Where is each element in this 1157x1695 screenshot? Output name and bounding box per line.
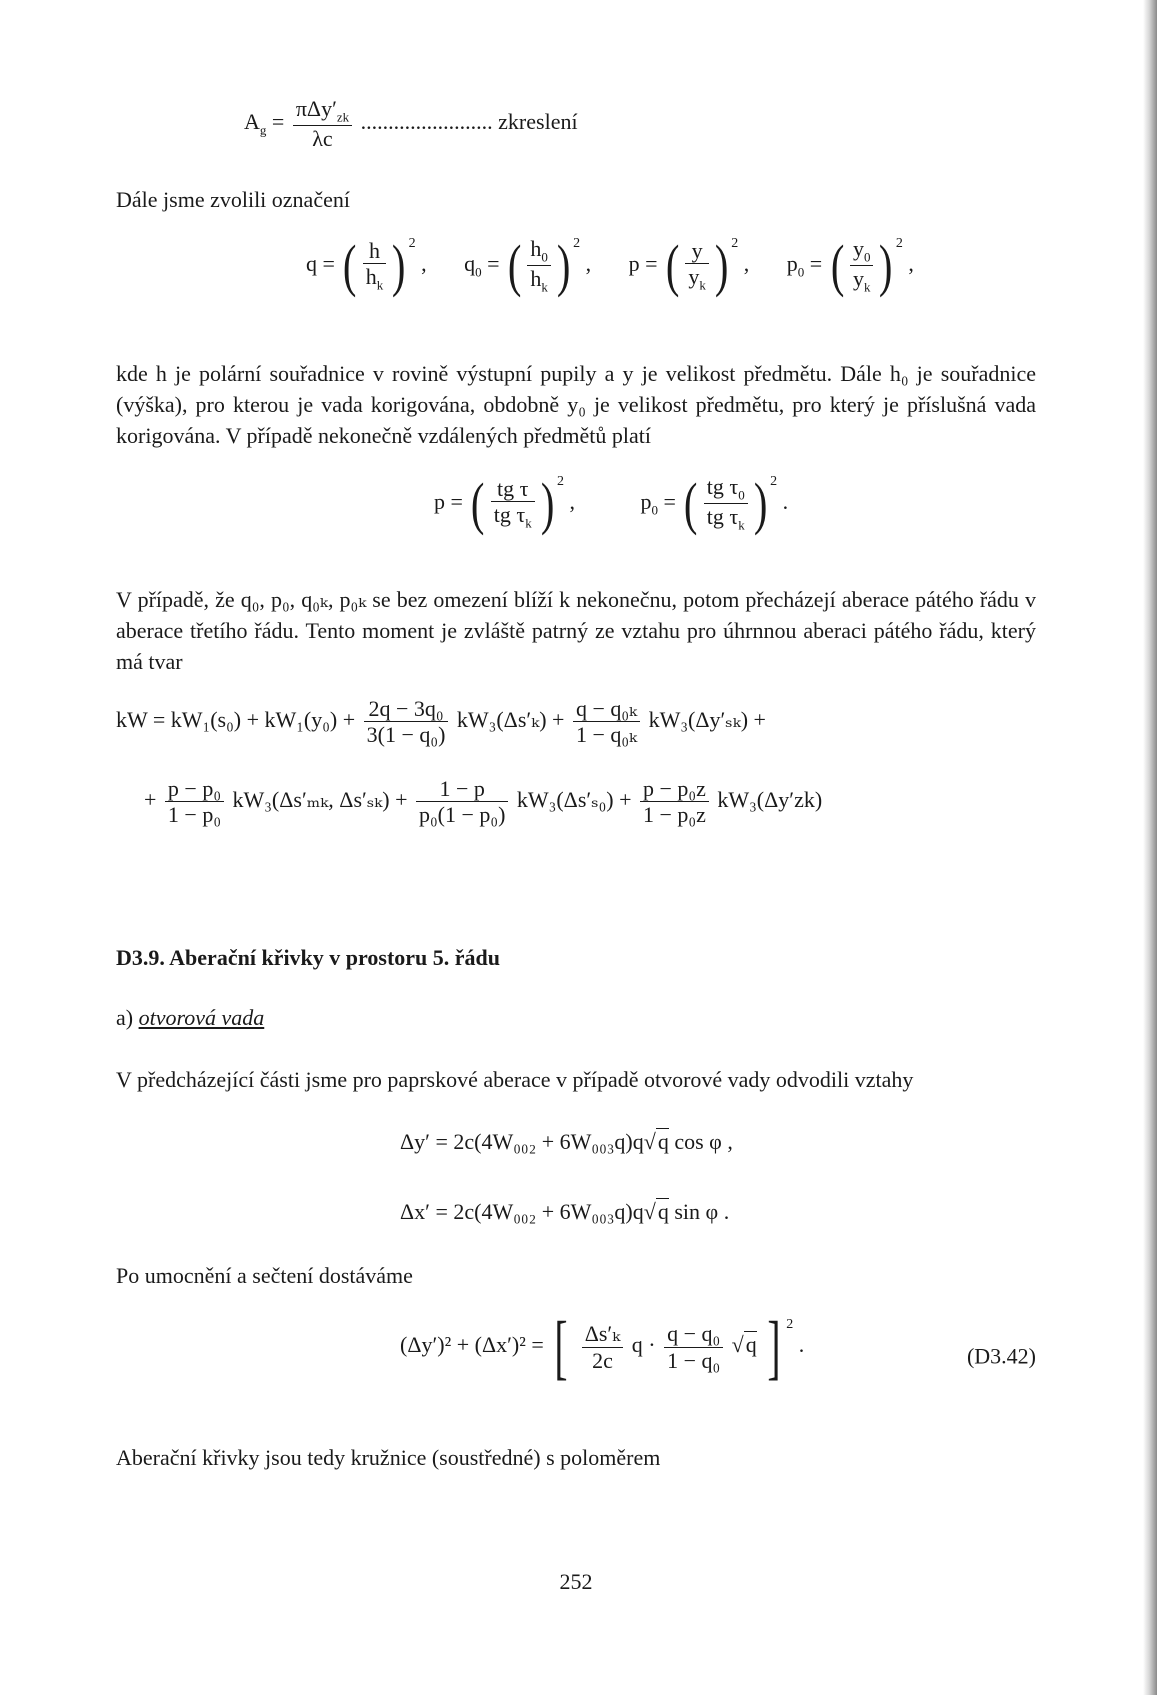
eq-sum-frac1-num: Δs′ₖ [582,1321,624,1347]
equation-distortion: $A_g$ = $\frac{\pi\Delta y'_{zk}}{\lambda c}$ ........................ zkreslení [244,96,578,152]
equation-dx: Δx′ = 2c(4W₀₀₂ + 6W₀₀₃q)q√q sin φ . [400,1199,730,1224]
def-p: p = ( $\frac{y}{y_k}$ ) $^2$ , [628,232,750,298]
kw-frac-5 [640,776,709,828]
kw-line-1 [116,696,1036,776]
eq-sum-frac-1 [582,1321,624,1373]
subsection-prefix: a) [116,1005,134,1030]
def-q-num: h [363,238,387,264]
def-p-lhs: p = [628,250,658,276]
tg-p-lhs: p = [434,488,463,514]
kw-line2-d: kW₃(Δy′zk) [717,786,823,812]
eq-ag-fraction [293,96,352,152]
scan-edge-shadow [1143,0,1157,1695]
tg-p0-lhs-sub: 0 [651,502,659,518]
paragraph-3: V případě, že q₀, p₀, q₀ₖ, p₀ₖ se bez omezení blíží k nekonečnu, potom přecházejí aberace pátého řádu v aberace třetího řádu. Tento moment je zvláště patrný ze vztahu pro úhrnnou aberaci pátého řádu, který má tvar [116,587,1036,675]
kw-line2-b: kW₃(Δs′ₘₖ, Δs′ₛₖ) + [232,786,408,812]
tg-p0-num: tg τ [706,474,739,499]
paragraph-1: Dále jsme zvolili označení [116,187,350,212]
def-q0-den-sub: k [541,279,548,295]
tg-p0-den-sub: k [738,517,745,533]
def-p-den-sub: k [699,277,706,293]
kw-frac1-den: 3(1 − q₀) [366,722,446,748]
section-heading: D3.9. Aberační křivky v prostoru 5. řádu [116,945,501,970]
equation-sum-squares: (Δy′)² + (Δx′)² = [ $\frac{\text{Δs′ₖ}}{2c}$ q · $\frac{\text{q − q₀}}{\text{1 − q₀}}$ √q ] $^2$ . (D3.42) [400,1307,1036,1387]
kw-frac3-num: p − p₀ [165,776,224,802]
eq-ag-lhs: A [244,108,260,134]
page-number: 252 [559,1569,593,1594]
eq-dy-main: Δy′ = 2c(4W₀₀₂ + 6W₀₀₃q)q [400,1129,644,1154]
def-q-lhs: q = [306,250,335,276]
eq-ag-den: λc [312,126,333,152]
eq-sum-mid: q · [631,1332,656,1358]
kw-line1-c: kW₃(Δy′ₛₖ) + [648,706,766,732]
tg-p-sep: , [569,488,576,514]
paragraph-6: Aberační křivky jsou tedy kružnice (soustředné) s poloměrem [116,1445,661,1470]
kw-frac-1 [364,696,449,748]
equation-dy: Δy′ = 2c(4W₀₀₂ + 6W₀₀₃q)q√q cos φ , [400,1129,733,1154]
equation-tangent [434,470,994,564]
eq-ag-label: zkreslení [498,108,578,134]
paragraph-4: V předcházející části jsme pro paprskové aberace v případě otvorové vady odvodili vztahy [116,1067,914,1092]
def-q-den-sub: k [376,277,384,293]
paragraph-5: Po umocnění a sečtení dostáváme [116,1263,413,1288]
tg-p0-sep: . [782,488,789,514]
kw-frac4-den: p₀(1 − p₀) [419,802,506,828]
def-p-sep: , [743,250,750,276]
kw-line2-c: kW₃(Δs′ₛ₀) + [516,786,632,812]
tg-p-den: tg τ [493,502,526,528]
kw-frac2-num: q − q₀ₖ [573,696,640,722]
def-q: q = ( $\frac{h}{h_k}$ ) $^2$ , [306,232,427,298]
tg-p0-lhs: p [640,488,652,514]
def-q0-num-sub: 0 [541,249,548,265]
def-q0-lhs-sub: 0 [475,264,482,280]
kw-frac-4 [416,776,508,828]
tg-p-den-sub: k [525,515,532,531]
kw-frac1-num: 2q − 3q₀ [364,696,449,722]
kw-frac-3 [165,776,224,828]
eq-sum-frac1-den: 2c [592,1347,613,1373]
kw-line1-a: kW = kW₁(s₀) + kW₁(y₀) + [116,706,356,732]
def-p0-num-sub: 0 [863,249,871,265]
tg-p0-den: tg τ [706,504,739,530]
kw-line-2 [116,776,1036,856]
eq-sum-frac-2 [664,1321,723,1373]
def-q0-den: h [530,266,542,292]
subsection-title: otvorová vada [138,1005,265,1030]
eq-ag-dots: ........................ [360,108,493,134]
def-q0-sep: , [585,250,592,276]
kw-line2-a: + [144,786,157,812]
kw-frac2-den: 1 − q₀ₖ [575,722,638,748]
def-q-sep: , [421,250,427,276]
eq-sum-lhs: (Δy′)² + (Δx′)² = [400,1332,544,1358]
kw-frac4-num: 1 − p [416,776,508,802]
def-q0-num: h [530,236,542,261]
def-q-den: h [365,264,377,290]
tg-p: p = ( $\frac{\text{tg τ}}{tg \tau_k}$ ) $^2$ , [434,470,576,536]
eq-ag-num: πΔy′ [295,96,337,121]
kw-line1-b: kW₃(Δs′ₖ) + [456,706,565,732]
eq-dx-sqrt: q [657,1199,669,1224]
eq-sum-frac2-den: 1 − q₀ [667,1347,721,1373]
def-p-num: y [685,238,709,264]
tg-p-num: tg τ [491,476,535,502]
def-p0-num: y [852,236,864,261]
eq-ag-lhs-sub: g [259,122,267,138]
eq-dy-sqrt: q [657,1129,669,1154]
tg-p0-num-sub: 0 [738,487,745,503]
def-q0-eq: = [487,250,500,276]
kw-frac3-den: 1 − p₀ [167,802,221,828]
def-q0-lhs: q [464,250,476,276]
eq-sum-end: . [798,1332,805,1358]
kw-frac-2 [573,696,640,748]
kw-frac5-den: 1 − p₀z [643,802,706,828]
eq-dy-tail: cos φ , [674,1129,733,1154]
subsection-heading [116,1002,264,1033]
tg-p0: $p_0$ = ( $\frac{tg \tau_0}{tg \tau_k}$ ) $^2$ . [640,470,789,536]
eq-sum-frac2-num: q − q₀ [664,1321,723,1347]
def-p0-sep: , [908,250,914,276]
def-p0-den: y [852,266,864,292]
def-p0-lhs: p [786,250,798,276]
eq-dx-main: Δx′ = 2c(4W₀₀₂ + 6W₀₀₃q)q [400,1199,644,1224]
equation-number: (D3.42) [966,1343,1036,1369]
def-p-den: y [688,264,700,290]
tg-p0-eq: = [663,488,676,514]
equation-definitions [306,232,1026,326]
eq-sum-exp: 2 [786,1317,794,1333]
kw-frac5-num: p − p₀z [640,776,709,802]
paragraph-2: kde h je polární souřadnice v rovině výstupní pupily a y je velikost předmětu. Dále h₀ je souřadnice (výška), pro kterou je vada korigována, obdobně y₀ je velikost předmětu, pro který je příslušná vada korigována. V případě nekonečně vzdálených předmětů platí [116,361,1036,449]
def-q0: $q_0$ = ( $\frac{h_0}{h_k}$ ) $^2$ , [464,232,592,298]
def-p0-lhs-sub: 0 [797,264,805,280]
equation-total-aberration [116,696,1036,866]
eq-sum-sqrt: q [745,1332,757,1358]
def-p0-den-sub: k [863,279,871,295]
eq-dx-tail: sin φ . [674,1199,730,1224]
eq-ag-num-sub: zk [336,109,350,125]
def-p0-eq: = [809,250,823,276]
def-p0: $p_0$ = ( $\frac{y_0}{y_k}$ ) $^2$ , [786,232,914,298]
